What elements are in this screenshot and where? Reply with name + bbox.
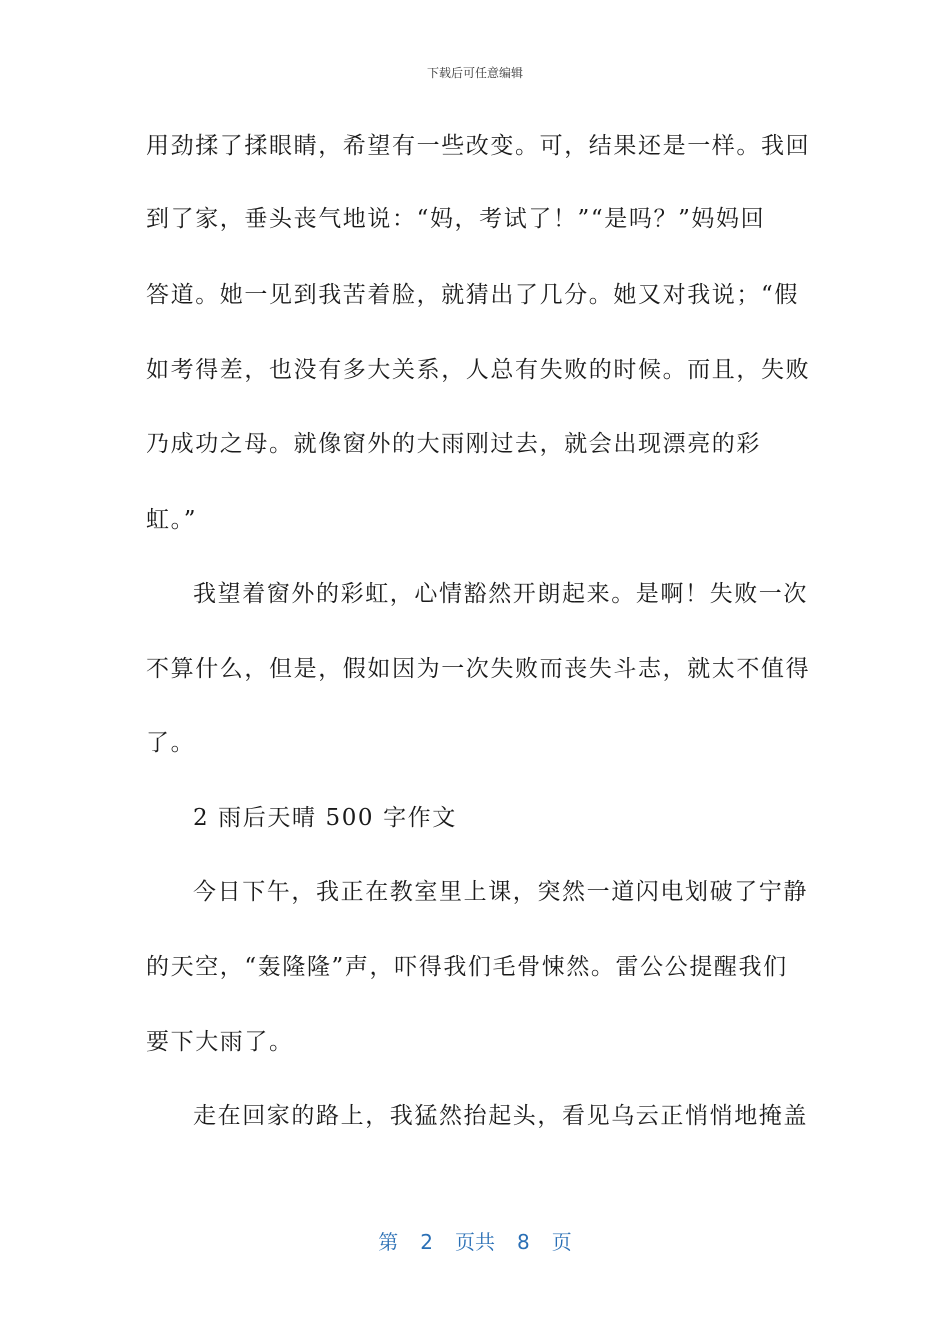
text-line: 用劲揉了揉眼睛，希望有一些改变。可，结果还是一样。我回: [146, 133, 811, 159]
text-line: 答道。她一见到我苦着脸，就猜出了几分。她又对我说；“假: [146, 282, 799, 308]
text-line: 要下大雨了。: [146, 1029, 294, 1055]
text-line: 我望着窗外的彩虹，心情豁然开朗起来。是啊！失败一次: [193, 581, 808, 607]
total-pages-number: 8: [517, 1230, 530, 1254]
footer-suffix: 页: [551, 1230, 572, 1254]
page-footer: [0, 1226, 950, 1255]
text-line: 了。: [146, 730, 196, 756]
text-line: 不算什么，但是，假如因为一次失败而丧失斗志，就太不值得: [146, 656, 811, 682]
page-header: 下载后可任意编辑: [426, 66, 523, 80]
text-line: 的天空，“轰隆隆”声，吓得我们毛骨悚然。雷公公提醒我们: [146, 954, 788, 980]
footer-middle: 页共: [455, 1230, 495, 1254]
text-line: 今日下午，我正在教室里上课，突然一道闪电划破了宁静: [193, 879, 808, 905]
text-line: 如考得差，也没有多大关系，人总有失败的时候。而且，失败: [146, 357, 811, 383]
text-line: 到了家，垂头丧气地说：“妈，考试了！”“是吗？”妈妈回: [146, 206, 766, 232]
text-line: 走在回家的路上，我猛然抬起头，看见乌云正悄悄地掩盖: [193, 1103, 808, 1129]
text-line: 乃成功之母。就像窗外的大雨刚过去，就会出现漂亮的彩: [146, 431, 761, 457]
section-heading: 2 雨后天晴 500 字作文: [193, 805, 457, 831]
current-page-number: 2: [420, 1230, 433, 1254]
footer-prefix: 第: [378, 1230, 399, 1254]
text-line: 虹。”: [146, 507, 198, 533]
